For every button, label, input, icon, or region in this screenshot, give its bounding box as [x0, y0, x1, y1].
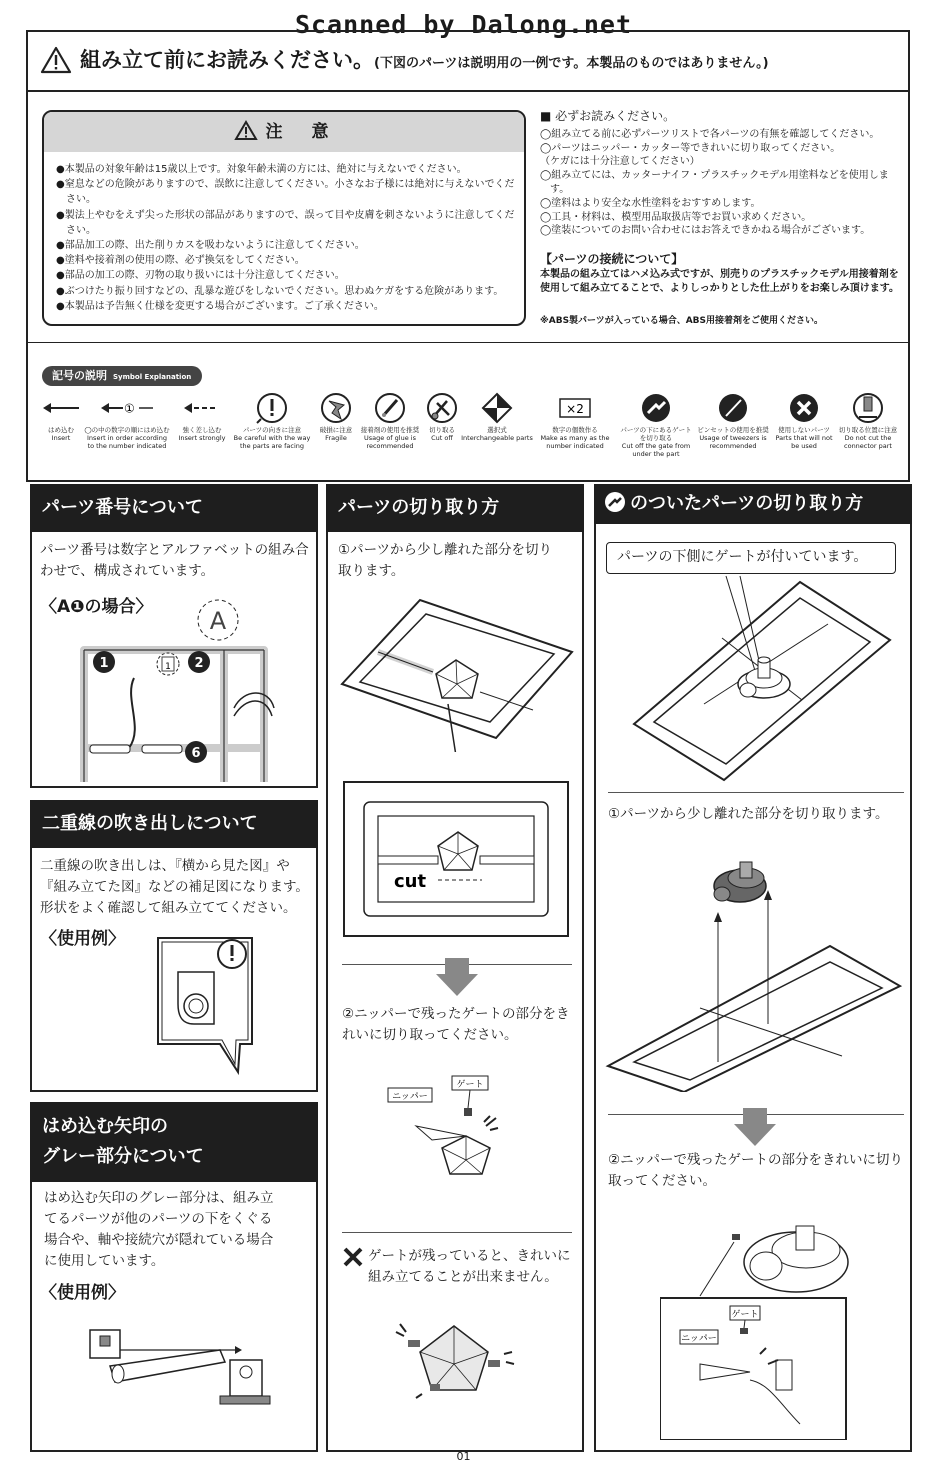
- balloon-body: 二重線の吹き出しは、『横から見た図』や『組み立てた図』などの補足図になります。形状をよく確認して組み立ててください。: [40, 858, 309, 916]
- svg-text:①: ①: [124, 401, 135, 416]
- multiply-icon: [558, 396, 592, 420]
- svg-text:ゲート: ゲート: [456, 1080, 484, 1090]
- connection-title: 【パーツの接続について】: [540, 252, 684, 266]
- fragile-icon: [319, 391, 353, 425]
- caution-warning-icon: [234, 120, 258, 140]
- runner-frame-diagram: [338, 592, 578, 752]
- connection-note: ※ABS製パーツが入っている場合、ABS用接着剤をご使用ください。: [540, 316, 824, 326]
- part-small-number: 1: [165, 662, 171, 672]
- read-first-item: ◯塗料はより安全な水性塗料をおすすめします。: [540, 197, 761, 209]
- caution-item: ●窒息などの危険がありますので、誤飲に注意してください。小さなお子様には絶対に与えないでください。: [56, 179, 515, 206]
- symbol-attention: パーツの向きに注意 Be careful with the way the parts are facing: [232, 390, 312, 450]
- read-first-item: ◯工具・材料は、模型用品取扱店等でお買い求めください。: [540, 211, 812, 223]
- symbol-insert: はめ込む Insert: [38, 390, 84, 442]
- gate-runner-diagram: [604, 574, 904, 784]
- watermark-text: Scanned by Dalong.net: [294, 10, 633, 39]
- insert-order-arrow-icon: [99, 400, 155, 416]
- tweezers-icon: [716, 391, 750, 425]
- symbol-unused: 使用しないパーツ Parts that will not be used: [774, 390, 834, 450]
- part-letter-label: A: [209, 607, 227, 635]
- unused-icon: [787, 391, 821, 425]
- gray-arrow-example-diagram: [70, 1310, 280, 1420]
- gate-remains-diagram: [392, 1316, 516, 1400]
- insert-arrow-icon: [41, 402, 81, 414]
- symbol-under-gate: パーツの下にあるゲートを切り取る Cut off the gate from under the part: [620, 390, 692, 458]
- gate-step2: ②ニッパーで残ったゲートの部分をきれいに切り取ってください。: [608, 1152, 904, 1189]
- symbol-tweezers: ピンセットの使用を推奨 Usage of tweezers is recommended: [696, 390, 770, 450]
- gate-nipper-diagram: [660, 1204, 900, 1440]
- caution-list: [56, 162, 518, 314]
- symbol-insert-order: ① ◯の中の数字の順にはめ込む Insert in order according to the number indicated: [84, 401, 170, 450]
- svg-text:ニッパー: ニッパー: [681, 1334, 717, 1344]
- insert-strong-arrow-icon: [182, 402, 222, 414]
- read-first-item: ◯組み立てる前に必ずパーツリストで各パーツの有無を確認してください。: [540, 128, 880, 140]
- read-first-title: ■ 必ずお読みください。: [540, 109, 676, 123]
- part-number-1: 1: [99, 656, 109, 671]
- cut-label: cut: [394, 871, 427, 892]
- svg-text:ゲート: ゲート: [731, 1310, 759, 1320]
- part-number-6: 6: [191, 746, 201, 761]
- read-first-item: （ケガには十分注意してください）: [540, 156, 700, 168]
- caution-item: ●本製品の対象年齢は15歳以上です。対象年齢未満の方には、絶対に与えないでください。: [56, 164, 467, 175]
- cutting-step2: ②ニッパーで残ったゲートの部分をきれいに切り取ってください。: [342, 1006, 570, 1043]
- balloon-title: 二重線の吹き出しについて: [30, 800, 318, 848]
- gray-arrow-title: はめ込む矢印の グレー部分について: [30, 1102, 318, 1182]
- symbol-multiply: ×2 数字の個数作る Make as many as the number indicated: [538, 390, 612, 450]
- down-arrow-icon: [436, 958, 478, 996]
- gate-divider-1: [608, 792, 904, 793]
- nipper-gate-diagram: [386, 1074, 510, 1186]
- gate-step1: ①パーツから少し離れた部分を切り取ります。: [608, 806, 889, 822]
- connection-body: 本製品の組み立てはハメ込み式ですが、別売りのプラスチックモデル用接着剤を使用して組み立てることで、よりしっかりとした仕上がりをお楽しみ頂けます。: [540, 269, 899, 294]
- glue-icon: [373, 391, 407, 425]
- balloon-example-title: 〈使用例〉: [40, 929, 125, 949]
- part-number-diagram: [34, 598, 314, 782]
- caution-header: 注 意: [44, 112, 524, 152]
- svg-text:×2: ×2: [566, 402, 584, 416]
- warning-icon: [40, 46, 72, 74]
- x-mark-icon: [342, 1246, 364, 1268]
- symbol-choice: 選択式 Interchangeable parts: [460, 390, 534, 442]
- read-first-item: ◯組み立てには、カッターナイフ・プラスチックモデル用塗料などを使用します。: [540, 170, 889, 195]
- caution-item: ●ぶつけたり振り回すなどの、乱暴な遊びをしないでください。思わぬケガをする危険があります。: [56, 285, 504, 297]
- gate-down-arrow-icon: [734, 1108, 776, 1146]
- balloon-example-diagram: [150, 932, 260, 1077]
- symbol-glue: 接着剤の使用を推奨 Usage of glue is recommended: [358, 390, 422, 450]
- cutting-step1: ①パーツから少し離れた部分を切り取ります。: [338, 542, 553, 579]
- symbol-fragile: 破損に注意 Fragile: [314, 390, 358, 442]
- symbol-insert-strong: 強く差し込む Insert strongly: [172, 390, 232, 442]
- cutting-divider-2: [342, 1232, 572, 1233]
- attention-icon: [255, 391, 289, 425]
- cut-detail-diagram: [342, 780, 570, 940]
- cutting-title: パーツの切り取り方: [326, 484, 584, 532]
- cut-icon: [425, 391, 459, 425]
- page-number: 01: [456, 1450, 471, 1463]
- caution-box: [42, 110, 526, 326]
- symbol-no-cut: 切り取る位置に注意 Do not cut the connector part: [836, 390, 900, 450]
- part-number-body: パーツ番号は数字とアルファベットの組み合わせで、構成されています。: [40, 542, 309, 579]
- under-gate-title-icon: [604, 491, 626, 513]
- gate-cut-diagram: [604, 848, 904, 1092]
- part-number-2: 2: [194, 656, 204, 671]
- caution-item: ●製法上やむをえず尖った形状の部品がありますので、誤って目や皮膚を刺さないように注意してください。: [56, 209, 515, 236]
- gate-parts-title: のついたパーツの切り取り方: [594, 484, 912, 524]
- read-first-item: ◯塗装についてのお問い合わせにはお答えできかねる場合がございます。: [540, 225, 871, 237]
- caution-item: ●本製品は予告無く仕様を変更する場合がございます。ご了承ください。: [56, 300, 384, 312]
- symbol-cut: 切り取る Cut off: [422, 390, 462, 442]
- symbols-divider: [26, 342, 910, 343]
- under-gate-icon: [639, 391, 673, 425]
- caution-item: ●部品加工の際、出た削りカスを吸わないように注意してください。: [56, 240, 365, 252]
- cutting-warning: ゲートが残っていると、きれいに組み立てることが出来ません。: [368, 1248, 571, 1285]
- svg-text:ニッパー: ニッパー: [392, 1092, 428, 1102]
- gray-arrow-example-title: 〈使用例〉: [40, 1283, 125, 1303]
- no-cut-icon: [851, 391, 885, 425]
- read-first-list: [540, 110, 900, 238]
- read-first-item: ◯パーツはニッパー・カッター等できれいに切り取ってください。: [540, 142, 841, 154]
- caution-item: ●塗料や接着剤の使用の際、必ず換気をしてください。: [56, 255, 305, 267]
- symbols-title: 記号の説明 Symbol Explanation: [42, 366, 202, 386]
- header-divider: [26, 90, 910, 92]
- caution-item: ●部品の加工の際、刃物の取り扱いには十分注意してください。: [56, 270, 345, 282]
- gray-arrow-body: はめ込む矢印のグレー部分は、組み立てるパーツが他のパーツの下をくぐる場合や、軸や接続穴が隠れている場合に使用しています。: [44, 1190, 274, 1269]
- gate-callout: パーツの下側にゲートが付いています。: [606, 542, 896, 574]
- part-number-example-title: 〈A❶の場合〉: [40, 597, 153, 617]
- page-title: 組み立て前にお読みください。(下図のパーツは説明用の一例です。本製品のものではありません。): [80, 48, 769, 72]
- choice-icon: [480, 391, 514, 425]
- part-number-title: パーツ番号について: [30, 484, 318, 532]
